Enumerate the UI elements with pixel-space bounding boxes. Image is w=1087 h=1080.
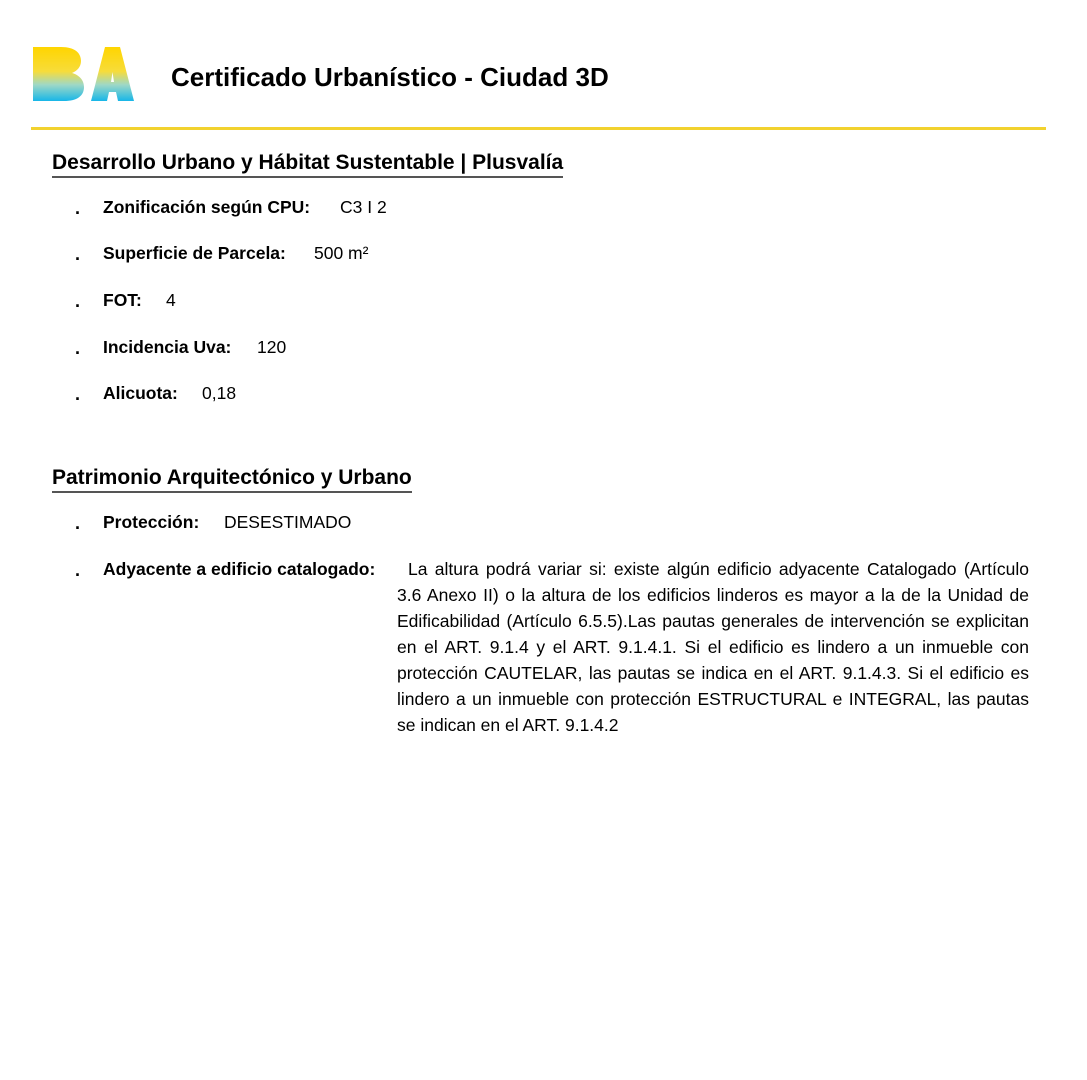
- bullet: .: [75, 560, 81, 580]
- item-label: Superficie de Parcela:: [103, 243, 286, 263]
- item-label: Alicuota:: [103, 383, 178, 403]
- item-label: FOT:: [103, 290, 142, 310]
- bullet: .: [75, 384, 81, 404]
- bullet: .: [75, 338, 81, 358]
- bullet: .: [75, 198, 81, 218]
- item-value-paragraph: La altura podrá variar si: existe algún edificio adyacente Catalogado (Artículo 3.6 Anexo II) o la altura de los edificios linderos es mayor a la de la Unidad de Edificabilidad (Artículo 6.5.5).Las pautas generales de intervención se explicitan en el ART. 9.1.4 y el ART. 9.1.4.1. Si el edificio es lindero a un inmueble con protección CAUTELAR, las pautas se indica en el ART. 9.1.4.3. Si el edificio es lindero a un inmueble con protección ESTRUCTURAL e INTEGRAL, las pautas se indican en el ART. 9.1.4.2: [397, 559, 1029, 735]
- item-value: C3 I 2: [340, 197, 387, 217]
- item-value: 120: [257, 337, 287, 357]
- item-value: 500 m²: [314, 243, 369, 263]
- bullet: .: [75, 244, 81, 264]
- item-value: 4: [166, 290, 176, 310]
- item-value: DESESTIMADO: [224, 512, 352, 532]
- item-label: Incidencia Uva:: [103, 337, 232, 357]
- bullet: .: [75, 291, 81, 311]
- item-label: Adyacente a edificio catalogado:: [103, 559, 376, 579]
- document-title: Certificado Urbanístico - Ciudad 3D: [171, 62, 609, 92]
- document-header: [31, 44, 1046, 106]
- item-label: Zonificación según CPU:: [103, 197, 311, 217]
- section-title-patrimonio: Patrimonio Arquitectónico y Urbano: [52, 466, 412, 493]
- item-label: Protección:: [103, 512, 200, 532]
- section-title-desarrollo-urbano: Desarrollo Urbano y Hábitat Sustentable | Plusvalía: [52, 151, 563, 178]
- ba-logo: [31, 44, 135, 104]
- header-divider: [31, 127, 1046, 130]
- bullet: .: [75, 513, 81, 533]
- item-value: 0,18: [202, 383, 237, 403]
